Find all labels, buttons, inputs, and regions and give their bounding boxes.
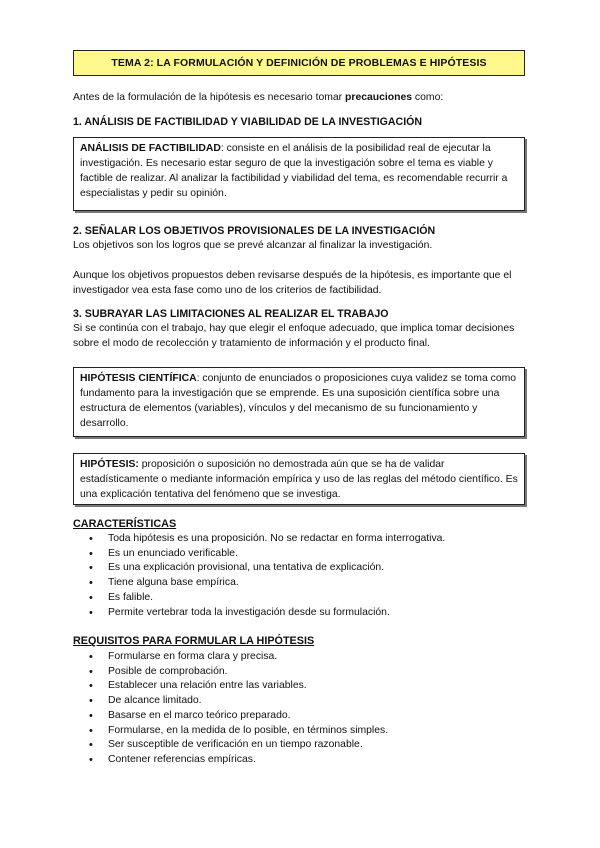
list-item: • Es falible. — [73, 591, 533, 606]
section1-heading: 1. ANÁLISIS DE FACTIBILIDAD Y VIABILIDAD DE LA INVESTIGACIÓN — [73, 116, 423, 128]
list-item: • Es una explicación provisional, una tentativa de explicación. — [73, 561, 533, 576]
box-hipotesis-cientifica — [73, 367, 525, 437]
section3-text: Si se continúa con el trabajo, hay que elegir el enfoque adecuado, que implica tomar decisiones sobre el modo de recolección y tratamiento de información y el producto final. — [73, 323, 515, 349]
list-item: • Es un enunciado verificable. — [73, 547, 533, 562]
list-item: • Basarse en el marco teórico preparado. — [73, 709, 533, 724]
requisitos-heading: REQUISITOS PARA FORMULAR LA HIPÓTESIS — [73, 635, 315, 647]
box-cientifica-text: : conjunto de enunciados o proposiciones cuya validez se toma como fundamento para la investigación que se emprende. Es una suposición científica sobre una estructura de elementos (variables), vínculos y del mecanismo de su funcionamiento y desarrollo. — [80, 373, 517, 429]
list-item: • Formularse, en la medida de lo posible, en términos simples. — [73, 724, 533, 739]
list-item: • Establecer una relación entre las variables. — [73, 679, 533, 694]
box-factibilidad — [73, 137, 525, 211]
caracteristicas-list — [73, 532, 533, 620]
intro-text: Antes de la formulación de la hipótesis es necesario tomar — [73, 92, 346, 103]
box-cientifica-term: HIPÓTESIS CIENTÍFICA — [80, 373, 197, 384]
list-item: • Ser susceptible de verificación en un tiempo razonable. — [73, 738, 533, 753]
caracteristicas-heading: CARACTERÍSTICAS — [73, 518, 177, 530]
page-title: TEMA 2: LA FORMULACIÓN Y DEFINICIÓN DE PROBLEMAS E HIPÓTESIS — [73, 50, 525, 76]
section3-heading: 3. SUBRAYAR LAS LIMITACIONES AL REALIZAR EL TRABAJO — [73, 308, 389, 320]
box-hipotesis — [73, 453, 525, 505]
box-hipotesis-text: proposición o suposición no demostrada aún que se ha de validar estadísticamente o mediante información empírica y uso de las reglas del método científico. Es una explicación tentativa del fenómeno que se investiga. — [80, 459, 518, 500]
intro-bold: precauciones — [345, 92, 413, 103]
section2-text1: Los objetivos son los logros que se prevé alcanzar al finalizar la investigación. — [73, 240, 433, 251]
list-item: • Contener referencias empíricas. — [73, 753, 533, 768]
requisitos-list — [73, 650, 533, 768]
list-item: • Formularse en forma clara y precisa. — [73, 650, 533, 665]
box-factibilidad-text: : consiste en el análisis de la posibilidad real de ejecutar la investigación. Es necesario estar seguro de que la investigación sobre el tema es viable y factible de realizar. Al analizar la factibilidad y viabilidad del tema, es recomendable recurrir a especialistas y pedir su opinión. — [80, 143, 508, 199]
section2-text2: Aunque los objetivos propuestos deben revisarse después de la hipótesis, es importante que el investigador vea esta fase como uno de los criterios de factibilidad. — [73, 270, 512, 296]
intro-paragraph — [73, 90, 533, 105]
box-factibilidad-term: ANÁLISIS DE FACTIBILIDAD — [80, 143, 221, 154]
section2-heading: 2. SEÑALAR LOS OBJETIVOS PROVISIONALES DE LA INVESTIGACIÓN — [73, 225, 436, 237]
intro-text-end: como: — [412, 92, 444, 103]
list-item: • Posible de comprobación. — [73, 665, 533, 680]
list-item: • Permite vertebrar toda la investigación desde su formulación. — [73, 606, 533, 621]
box-hipotesis-term: HIPÓTESIS: — [80, 459, 139, 470]
list-item: • De alcance limitado. — [73, 694, 533, 709]
list-item: • Toda hipótesis es una proposición. No se redactar en forma interrogativa. — [73, 532, 533, 547]
list-item: • Tiene alguna base empírica. — [73, 576, 533, 591]
